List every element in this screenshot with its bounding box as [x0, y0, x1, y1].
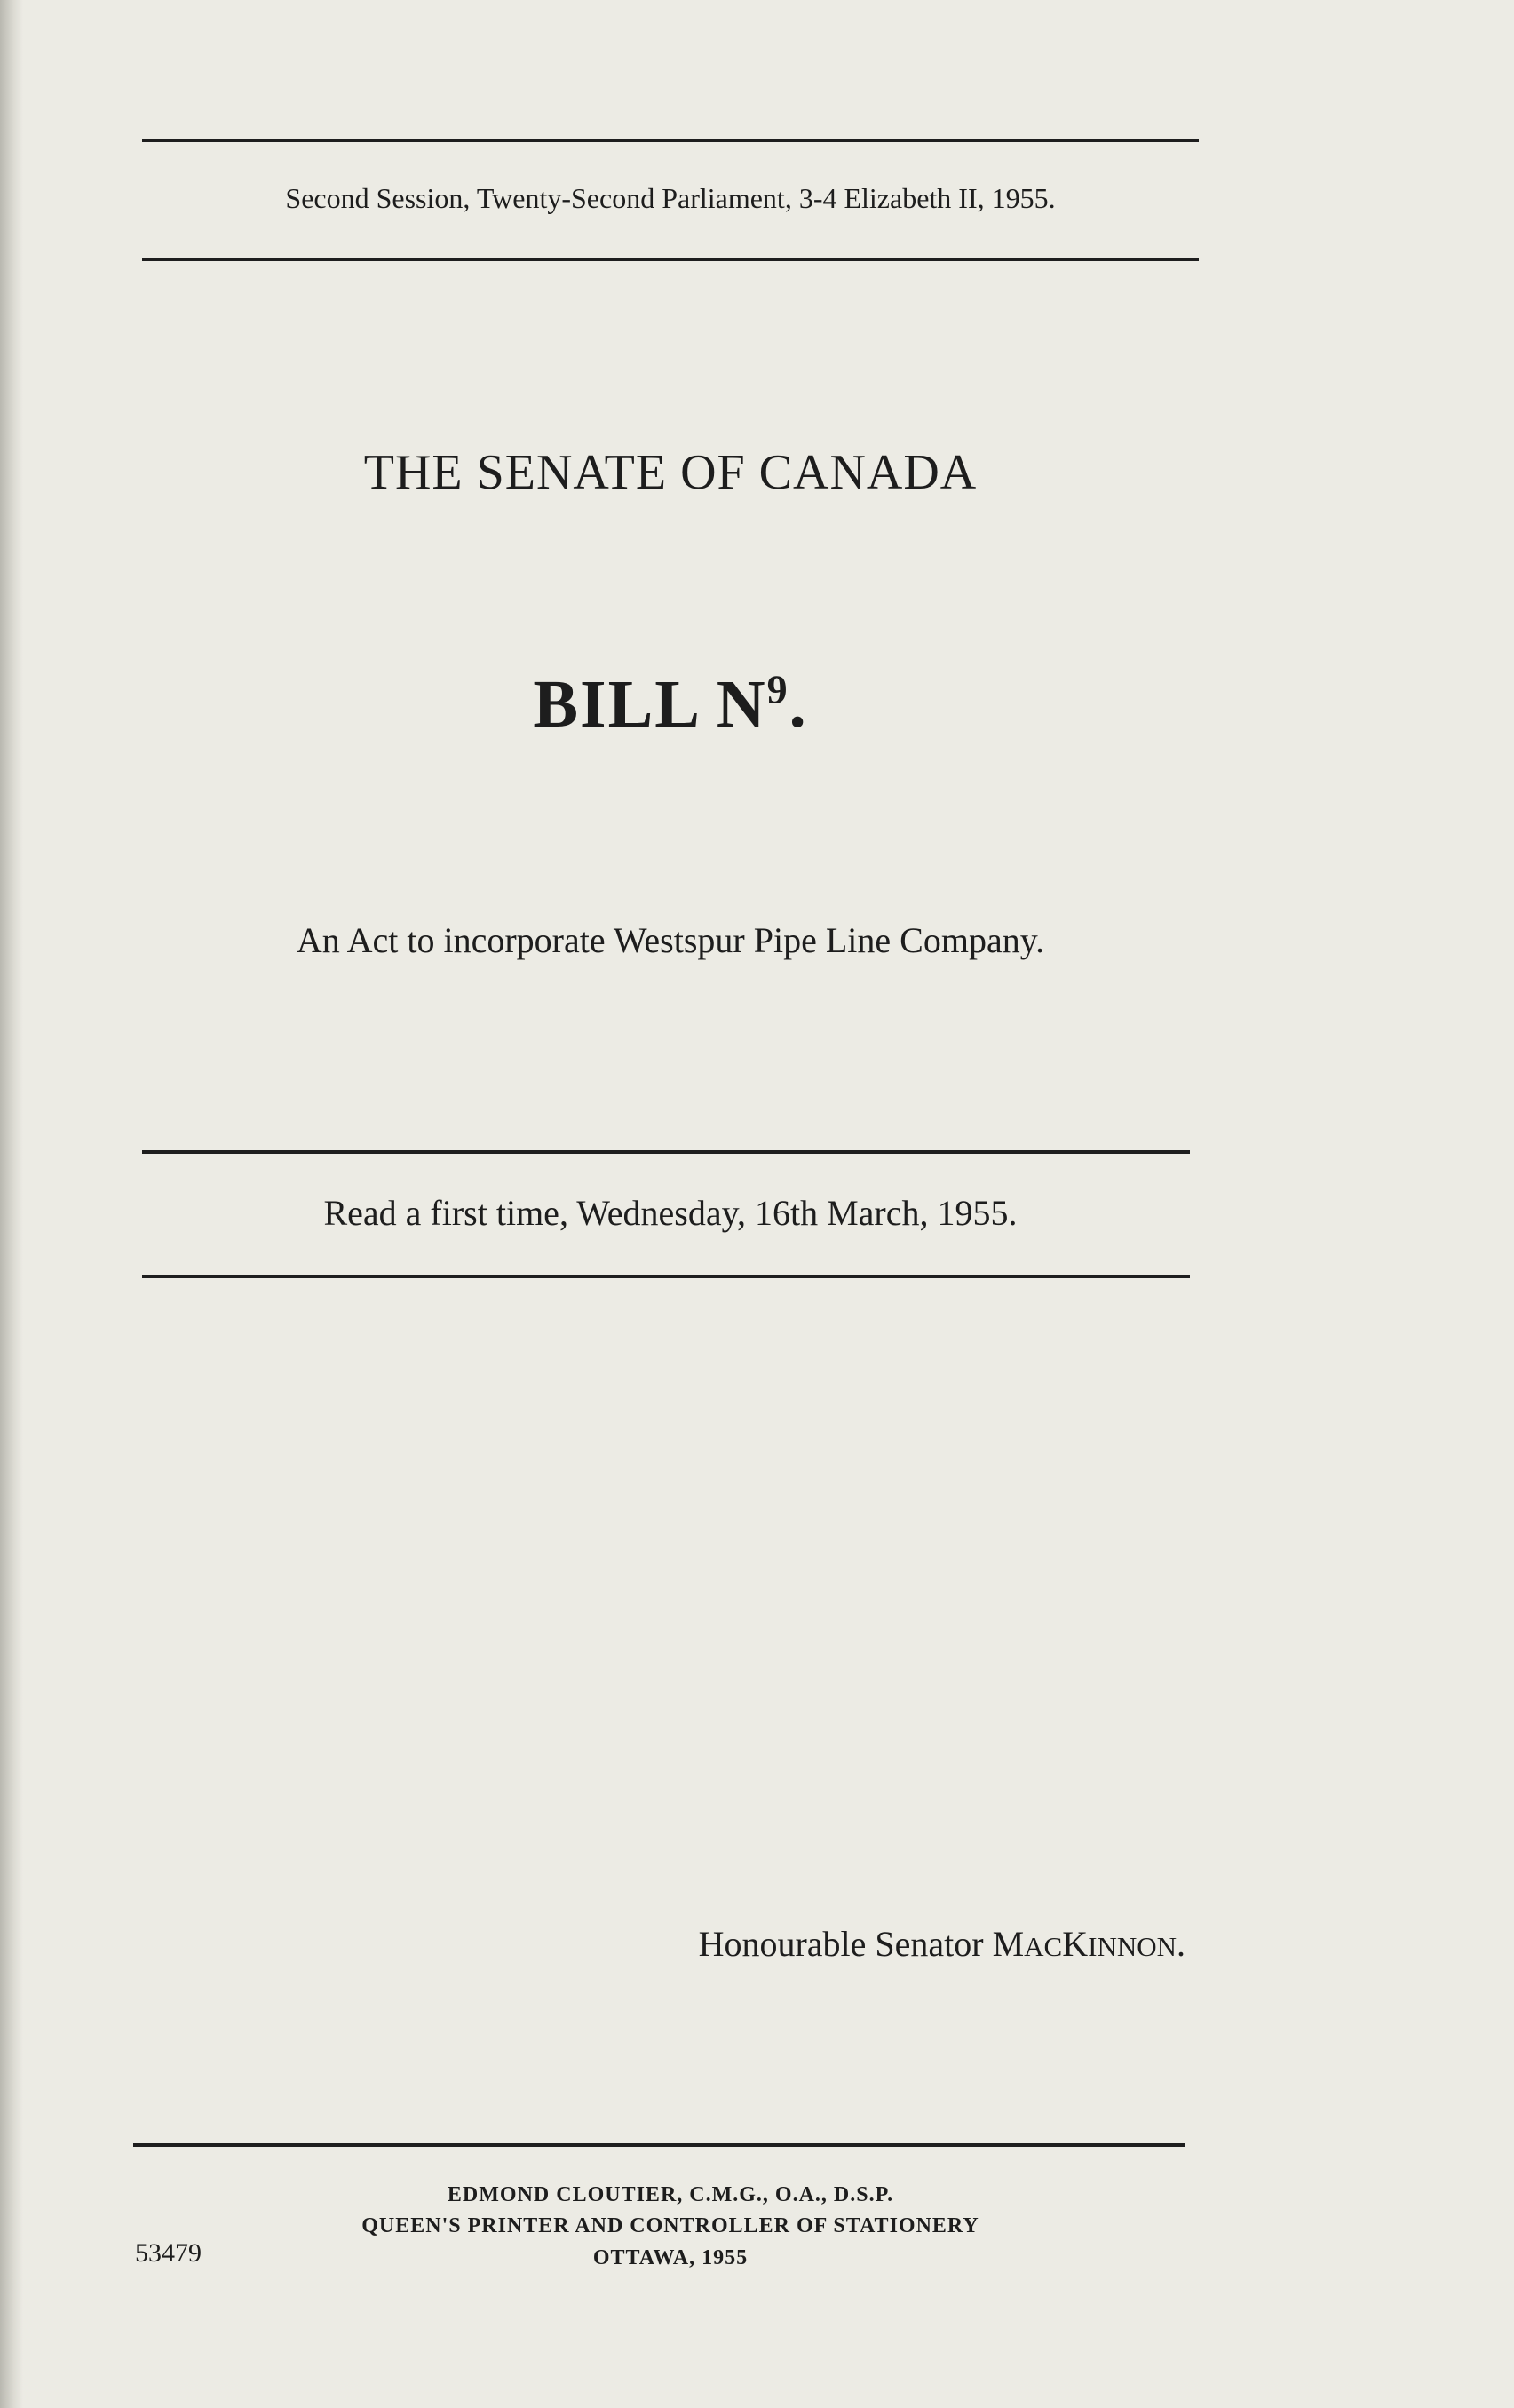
sponsor-name-cap1: M — [992, 1924, 1025, 1964]
sponsor-name-cap2: K — [1062, 1924, 1089, 1964]
session-line: Second Session, Twenty-Second Parliament, 3-4 Elizabeth II, 1955. — [285, 182, 1056, 214]
sponsor-name-small1: AC — [1024, 1931, 1063, 1962]
bill-end: . — [789, 667, 808, 742]
sponsor-line — [142, 1923, 1185, 1965]
bill-number — [142, 666, 1199, 743]
printer-place: OTTAWA, 1955 — [592, 2246, 749, 2269]
sponsor-end: . — [1177, 1924, 1185, 1964]
bill-suffix: 9 — [766, 666, 789, 712]
page-binding-edge — [0, 0, 23, 2408]
sponsor-name-small2: INNON — [1088, 1931, 1177, 1962]
reading-status: Read a first time, Wednesday, 16th March, 1955. — [323, 1193, 1018, 1233]
document-number: 53479 — [135, 2238, 202, 2268]
sponsor-prefix: Honourable Senator — [698, 1924, 993, 1964]
printer-title: QUEEN'S PRINTER AND CONTROLLER OF STATIONERY — [361, 2214, 979, 2237]
footer-rule — [133, 2143, 1185, 2147]
top-rule — [142, 139, 1199, 142]
reading-top-rule — [142, 1150, 1190, 1154]
bill-label: BILL N — [533, 667, 767, 742]
act-description: An Act to incorporate Westspur Pipe Line Company. — [296, 920, 1045, 960]
session-rule — [142, 258, 1199, 261]
printer-name: EDMOND CLOUTIER, C.M.G., O.A., D.S.P. — [447, 2183, 894, 2206]
reading-bottom-rule — [142, 1275, 1190, 1278]
page-title: THE SENATE OF CANADA — [363, 445, 978, 500]
